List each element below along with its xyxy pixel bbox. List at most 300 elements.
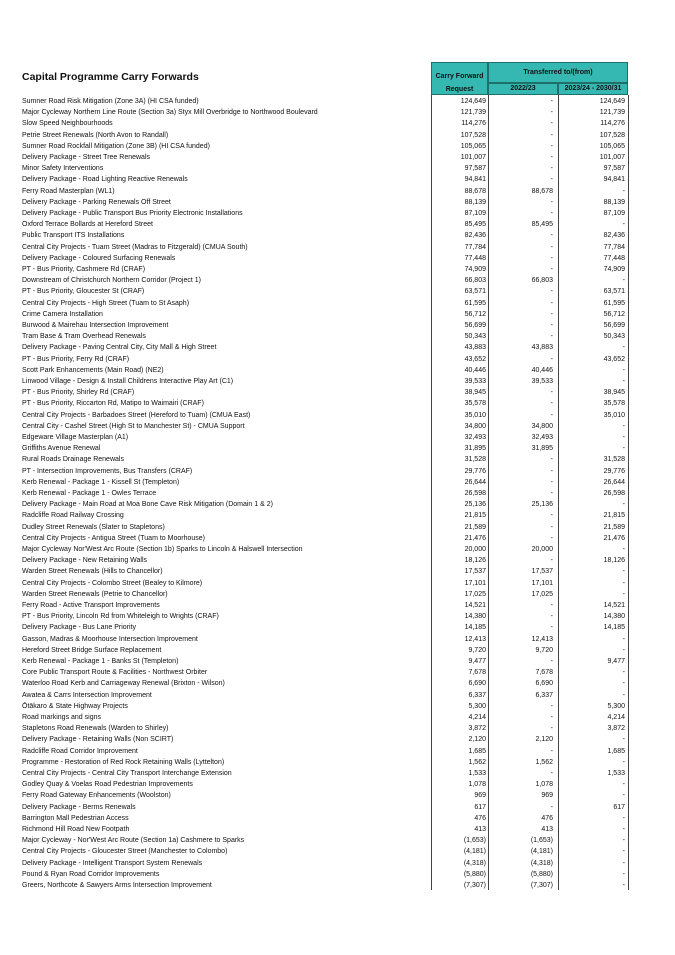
year1-value: - <box>550 770 553 777</box>
year2-value: 43,652 <box>603 355 625 363</box>
carry-forward-value: 74,909 <box>464 266 486 273</box>
year2-value: 77,784 <box>603 243 625 251</box>
year2-value: 124,649 <box>599 98 625 105</box>
year2-value: - <box>622 579 625 587</box>
carry-forward-value: 97,587 <box>464 165 486 173</box>
year2-value: 38,945 <box>603 389 625 397</box>
project-name: Delivery Package - Public Transport Bus Priority Electronic Installations <box>22 210 243 217</box>
year1-header: 2022/23 <box>488 83 558 95</box>
carry-forward-value: 121,739 <box>460 109 486 117</box>
project-name: Waterloo Road Kerb and Carriageway Renewal (Brixton - Wilson) <box>22 680 225 688</box>
year2-value: 9,477 <box>607 658 625 665</box>
year1-value: 31,895 <box>531 445 553 453</box>
table-row <box>0 779 675 790</box>
carry-forward-value: 476 <box>474 814 486 822</box>
carry-forward-value: 31,895 <box>464 445 486 453</box>
carry-forward-value: 32,493 <box>464 434 486 441</box>
carry-forward-value: 87,109 <box>464 210 486 217</box>
table-row <box>0 835 675 846</box>
table-row <box>0 768 675 779</box>
year1-value: - <box>550 478 553 486</box>
table-row <box>0 701 675 712</box>
year1-value: 85,495 <box>531 221 553 229</box>
project-name: Slow Speed Neighbourhoods <box>22 120 113 128</box>
year2-value: 21,589 <box>603 523 625 531</box>
year1-value: - <box>550 266 553 273</box>
year1-value: - <box>550 322 553 329</box>
year2-value: 61,595 <box>603 299 625 307</box>
table-row <box>0 365 675 376</box>
year1-value: 9,720 <box>535 646 553 654</box>
project-name: Dudley Street Renewals (Slater to Stapletons) <box>22 523 165 531</box>
carry-forward-value: 66,803 <box>464 277 486 285</box>
project-name: Central City Projects - Tuam Street (Madras to Fitzgerald) (CMUA South) <box>22 243 248 251</box>
table-row <box>0 331 675 342</box>
carry-forward-value: 6,690 <box>468 680 486 688</box>
project-name: Tram Base & Tram Overhead Renewals <box>22 333 146 341</box>
carry-forward-value: (4,181) <box>463 848 486 856</box>
year1-value: 6,690 <box>535 680 553 688</box>
project-name: Central City Projects - Colombo Street (Bealey to Kilmore) <box>22 579 203 587</box>
year1-value: - <box>550 658 553 665</box>
project-name: Ferry Road - Active Transport Improvements <box>22 602 160 609</box>
year2-value: 121,739 <box>599 109 625 117</box>
carry-forward-value: 20,000 <box>464 546 486 553</box>
carry-forward-value: 26,644 <box>464 478 486 486</box>
year2-value: - <box>622 826 625 833</box>
year1-value: - <box>550 411 553 419</box>
project-name: Pound & Ryan Road Corridor Improvements <box>22 870 160 878</box>
project-name: Awatea & Carrs Intersection Improvement <box>22 691 152 699</box>
project-name: Radcliffe Road Corridor Improvement <box>22 747 138 755</box>
year1-value: 1,562 <box>535 758 553 766</box>
project-name: Road markings and signs <box>22 714 101 721</box>
table-row <box>0 376 675 387</box>
year1-value: - <box>550 613 553 621</box>
carry-forward-value: 34,800 <box>464 422 486 430</box>
project-name: Greers, Northcote & Sawyers Arms Intersection Improvement <box>22 882 212 889</box>
project-name: Gasson, Madras & Moorhouse Intersection Improvement <box>22 635 198 643</box>
year1-value: 39,533 <box>531 378 553 385</box>
project-name: Kerb Renewal - Package 1 - Kissell St (Templeton) <box>22 478 180 486</box>
table-row <box>0 488 675 499</box>
project-name: Crime Camera Installation <box>22 310 103 318</box>
project-name: Delivery Package - Paving Central City, City Mall & High Street <box>22 344 217 352</box>
year1-value: (1,653) <box>530 837 553 845</box>
table-row <box>0 656 675 667</box>
carry-forward-value: 17,101 <box>464 579 486 587</box>
table-row <box>0 275 675 286</box>
table-row <box>0 645 675 656</box>
project-name: Kerb Renewal - Package 1 - Banks St (Templeton) <box>22 658 179 665</box>
year1-value: - <box>550 602 553 609</box>
carry-forward-value: (7,307) <box>463 882 486 889</box>
year2-value: 101,007 <box>599 154 625 161</box>
table-row <box>0 421 675 432</box>
year2-value: - <box>622 221 625 229</box>
table-row <box>0 533 675 544</box>
carry-forward-value: 1,562 <box>468 758 486 766</box>
table-row <box>0 286 675 297</box>
year2-value: 1,685 <box>607 747 625 755</box>
carry-forward-value: 107,528 <box>460 131 486 139</box>
carry-forward-value: 94,841 <box>464 176 486 184</box>
year2-value: - <box>622 546 625 553</box>
table-row <box>0 589 675 600</box>
table-row <box>0 118 675 129</box>
project-name: Central City Projects - Barbadoes Street (Hereford to Tuam) (CMUA East) <box>22 411 251 419</box>
year2-value: 97,587 <box>603 165 625 173</box>
table-row <box>0 398 675 409</box>
carry-forward-value: (1,653) <box>463 837 486 845</box>
year2-value: 87,109 <box>603 210 625 217</box>
year2-value: - <box>622 646 625 654</box>
project-name: Delivery Package - Coloured Surfacing Renewals <box>22 254 176 262</box>
carry-forward-value: 9,477 <box>468 658 486 665</box>
carry-forward-value: 1,533 <box>468 770 486 777</box>
project-name: PT - Bus Priority, Cashmere Rd (CRAF) <box>22 266 146 273</box>
carry-forward-value: 25,136 <box>464 501 486 509</box>
table-row <box>0 432 675 443</box>
carry-forward-value: 413 <box>474 826 486 833</box>
table-row <box>0 230 675 241</box>
project-name: Linwood Village - Design & Install Childrens Interactive Play Art (C1) <box>22 378 234 385</box>
project-name: Sumner Road Risk Mitigation (Zone 3A) (HI CSA funded) <box>22 98 199 105</box>
carry-forward-value: 50,343 <box>464 333 486 341</box>
year1-value: 17,537 <box>531 568 553 576</box>
table-row <box>0 477 675 488</box>
year2-value: 77,448 <box>603 254 625 262</box>
project-name: Rural Roads Drainage Renewals <box>22 456 124 464</box>
carry-forward-value: 43,652 <box>464 355 486 363</box>
carry-forward-value: 114,276 <box>461 120 486 128</box>
carry-forward-value: 101,007 <box>460 154 486 161</box>
project-name: Major Cycleway Nor'West Arc Route (Section 1b) Sparks to Lincoln & Halswell Intersection <box>22 546 303 553</box>
table-row <box>0 522 675 533</box>
table-row <box>0 813 675 824</box>
year2-value: - <box>622 277 625 285</box>
page-title: Capital Programme Carry Forwards <box>22 71 199 83</box>
table-row <box>0 253 675 264</box>
project-name: Ferry Road Masterplan (WL1) <box>22 187 115 195</box>
project-name: Delivery Package - New Retaining Walls <box>22 557 148 565</box>
year2-value: 74,909 <box>603 266 625 273</box>
year2-value: - <box>622 669 625 677</box>
table-row <box>0 152 675 163</box>
year2-value: - <box>622 568 625 576</box>
year2-header: 2023/24 - 2030/31 <box>558 83 628 95</box>
year1-value: - <box>550 198 553 206</box>
table-row <box>0 578 675 589</box>
carry-forward-value: 6,337 <box>468 691 486 699</box>
year2-value: 1,533 <box>607 770 625 777</box>
table-row <box>0 499 675 510</box>
year2-value: - <box>622 366 625 374</box>
carry-forward-value: 61,595 <box>464 299 486 307</box>
project-name: Programme - Restoration of Red Rock Retaining Walls (Lyttelton) <box>22 758 225 766</box>
project-name: Delivery Package - Retaining Walls (Non SCIRT) <box>22 736 174 744</box>
project-name: Burwood & Mairehau Intersection Improvement <box>22 322 169 329</box>
carry-forward-value: 40,446 <box>464 366 486 374</box>
year2-value: - <box>622 781 625 789</box>
table-row <box>0 566 675 577</box>
table-row <box>0 174 675 185</box>
table-row <box>0 746 675 757</box>
carry-forward-value: 85,495 <box>464 221 486 229</box>
transferred-header: Transferred to/(from) <box>488 62 628 83</box>
carry-forward-value: 1,078 <box>468 781 486 789</box>
carry-forward-value: 56,712 <box>464 310 486 318</box>
carry-forward-value: 4,214 <box>468 714 486 721</box>
year1-value: - <box>550 98 553 105</box>
year2-value: - <box>622 378 625 385</box>
year1-value: 32,493 <box>531 434 553 441</box>
year2-value: - <box>622 590 625 598</box>
year1-value: - <box>550 299 553 307</box>
year1-value: - <box>550 534 553 542</box>
project-name: Richmond Hill Road New Footpath <box>22 826 130 833</box>
table-row <box>0 96 675 107</box>
project-name: Delivery Package - Parking Renewals Off Street <box>22 198 171 206</box>
year1-value: 476 <box>541 814 553 822</box>
table-row <box>0 219 675 230</box>
year2-value: - <box>622 882 625 889</box>
year1-value: - <box>550 131 553 139</box>
year1-value: - <box>550 512 553 520</box>
year2-value: 105,065 <box>599 142 625 150</box>
carry-forward-value: 124,649 <box>460 98 486 105</box>
table-row <box>0 264 675 275</box>
year1-value: 413 <box>541 826 553 833</box>
year1-value: 12,413 <box>531 635 553 643</box>
year1-value: - <box>550 557 553 565</box>
table-row <box>0 208 675 219</box>
table-row <box>0 667 675 678</box>
year2-value: 3,872 <box>607 725 625 733</box>
project-name: PT - Bus Priority, Riccarton Rd, Matipo to Waimairi (CRAF) <box>22 400 204 408</box>
carry-forward-value: 39,533 <box>464 378 486 385</box>
carry-forward-label: Carry Forward <box>435 73 484 80</box>
table-row <box>0 387 675 398</box>
project-name: Minor Safety Interventions <box>22 165 104 173</box>
year2-value: 5,300 <box>607 702 625 710</box>
table-row <box>0 846 675 857</box>
carry-forward-value: 56,699 <box>464 322 486 329</box>
table-row <box>0 723 675 734</box>
year1-value: 88,678 <box>531 187 553 195</box>
year2-value: - <box>622 792 625 800</box>
year2-value: - <box>622 635 625 643</box>
year1-value: - <box>550 310 553 318</box>
year1-value: 34,800 <box>531 422 553 430</box>
year1-value: - <box>550 725 553 733</box>
table-row <box>0 320 675 331</box>
year2-value: - <box>622 736 625 744</box>
year1-value: (5,880) <box>530 870 553 878</box>
year1-value: - <box>550 803 553 811</box>
year1-value: 1,078 <box>535 781 553 789</box>
year2-value: - <box>622 434 625 441</box>
year2-value: 63,571 <box>603 288 625 296</box>
project-name: PT - Bus Priority, Shirley Rd (CRAF) <box>22 389 135 397</box>
project-name: Major Cycleway - Nor'West Arc Route (Section 1a) Cashmere to Sparks <box>22 837 245 845</box>
project-name: Ferry Road Gateway Enhancements (Woolston) <box>22 792 171 800</box>
year1-value: 25,136 <box>531 501 553 509</box>
carry-forward-header <box>431 62 488 95</box>
year1-value: - <box>550 400 553 408</box>
table-row <box>0 678 675 689</box>
table-row <box>0 712 675 723</box>
table-row <box>0 802 675 813</box>
table-row <box>0 443 675 454</box>
table-row <box>0 824 675 835</box>
year1-value: - <box>550 702 553 710</box>
table-row <box>0 309 675 320</box>
project-name: Godley Quay & Voelas Road Pedestrian Improvements <box>22 781 193 789</box>
project-name: Radcliffe Road Railway Crossing <box>22 512 124 520</box>
year2-value: 35,010 <box>603 411 625 419</box>
year1-value: - <box>550 109 553 117</box>
carry-forward-value: 88,678 <box>464 187 486 195</box>
project-name: Warden Street Renewals (Petrie to Chancellor) <box>22 590 168 598</box>
year2-value: 114,276 <box>600 120 625 128</box>
table-row <box>0 242 675 253</box>
table-row <box>0 510 675 521</box>
year2-value: 14,380 <box>603 613 625 621</box>
year1-value: - <box>550 747 553 755</box>
table-row <box>0 880 675 891</box>
project-name: Petrie Street Renewals (North Avon to Randall) <box>22 131 169 139</box>
table-row <box>0 555 675 566</box>
carry-forward-value: 969 <box>474 792 486 800</box>
project-name: Central City Projects - Antigua Street (Tuam to Moorhouse) <box>22 534 205 542</box>
year1-value: - <box>550 714 553 721</box>
year1-value: (4,181) <box>530 848 553 856</box>
carry-forward-value: 14,185 <box>464 624 486 632</box>
project-name: Oxford Terrace Bollards at Hereford Street <box>22 221 153 229</box>
carry-forward-value: 617 <box>474 803 486 811</box>
table-row <box>0 622 675 633</box>
project-name: Kerb Renewal - Package 1 - Owles Terrace <box>22 490 157 497</box>
table-row <box>0 342 675 353</box>
request-label: Request <box>445 86 474 93</box>
year2-value: - <box>622 870 625 878</box>
carry-forward-value: 17,537 <box>464 568 486 576</box>
year1-value: - <box>550 523 553 531</box>
carry-forward-value: 77,448 <box>464 254 486 262</box>
carry-forward-value: 14,380 <box>464 613 486 621</box>
year2-value: 21,815 <box>603 512 625 520</box>
table-row <box>0 858 675 869</box>
project-name: Central City Projects - Central City Transport Interchange Extension <box>22 770 232 777</box>
year1-value: - <box>550 120 553 128</box>
carry-forward-value: 82,436 <box>464 232 486 240</box>
year2-value: - <box>622 501 625 509</box>
project-name: Barrington Mall Pedestrian Access <box>22 814 129 822</box>
year2-value: - <box>622 187 625 195</box>
table-row <box>0 690 675 701</box>
carry-forward-value: (5,880) <box>463 870 486 878</box>
year2-value: 107,528 <box>599 131 625 139</box>
table-row <box>0 410 675 421</box>
year1-value: - <box>550 232 553 240</box>
year2-value: 14,185 <box>603 624 625 632</box>
carry-forward-value: 38,945 <box>464 389 486 397</box>
year1-value: - <box>550 176 553 184</box>
year1-value: 43,883 <box>531 344 553 352</box>
year2-value: - <box>622 344 625 352</box>
year2-value: - <box>622 814 625 822</box>
year1-value: - <box>550 288 553 296</box>
year2-value: 4,214 <box>607 714 625 721</box>
year1-value: - <box>550 456 553 464</box>
table-row <box>0 790 675 801</box>
carry-forward-value: 26,598 <box>464 490 486 497</box>
table-row <box>0 163 675 174</box>
year2-value: 617 <box>613 803 625 811</box>
carry-forward-value: 2,120 <box>468 736 486 744</box>
year2-value: 29,776 <box>603 467 625 475</box>
carry-forward-value: 88,139 <box>464 198 486 206</box>
year2-value: 56,712 <box>603 310 625 318</box>
project-name: Downstream of Christchurch Northern Corridor (Project 1) <box>22 277 201 285</box>
carry-forward-value: 1,685 <box>468 747 486 755</box>
year1-value: - <box>550 355 553 363</box>
carry-forward-value: 35,010 <box>464 411 486 419</box>
project-name: Sumner Road Rockfall Mitigation (Zone 3B) (HI CSA funded) <box>22 142 210 150</box>
carry-forward-value: 14,521 <box>464 602 486 609</box>
carry-forward-value: 9,720 <box>468 646 486 654</box>
year1-value: - <box>550 243 553 251</box>
year1-value: 969 <box>541 792 553 800</box>
project-name: Delivery Package - Berms Renewals <box>22 803 136 811</box>
year1-value: - <box>550 254 553 262</box>
table-row <box>0 354 675 365</box>
year1-value: 20,000 <box>531 546 553 553</box>
table-row <box>0 298 675 309</box>
year1-value: 2,120 <box>535 736 553 744</box>
year2-value: - <box>622 758 625 766</box>
project-name: Delivery Package - Bus Lane Priority <box>22 624 136 632</box>
table-row <box>0 600 675 611</box>
project-name: Major Cycleway Northern Line Route (Section 3a) Styx Mill Overbridge to Northwood Boulevard <box>22 109 318 117</box>
project-name: PT - Bus Priority, Gloucester St (CRAF) <box>22 288 145 296</box>
table-row <box>0 734 675 745</box>
year2-value: - <box>622 422 625 430</box>
year2-value: 31,528 <box>603 456 625 464</box>
year2-value: 88,139 <box>603 198 625 206</box>
project-name: Central City Projects - High Street (Tuam to St Asaph) <box>22 299 190 307</box>
carry-forward-value: 43,883 <box>464 344 486 352</box>
year1-value: - <box>550 154 553 161</box>
year1-value: - <box>550 490 553 497</box>
project-name: Central City - Cashel Street (High St to Manchester St) - CMUA Support <box>22 422 245 430</box>
table-row <box>0 611 675 622</box>
year2-value: 82,436 <box>603 232 625 240</box>
table-row <box>0 454 675 465</box>
year1-value: 17,101 <box>531 579 553 587</box>
year2-value: - <box>622 848 625 856</box>
carry-forward-value: 18,126 <box>464 557 486 565</box>
year2-value: - <box>622 691 625 699</box>
carry-forward-value: 7,678 <box>468 669 486 677</box>
project-name: PT - Bus Priority, Lincoln Rd from Whiteleigh to Wrights (CRAF) <box>22 613 219 621</box>
carry-forward-value: 5,300 <box>468 702 486 710</box>
table-row <box>0 869 675 880</box>
project-name: Stapletons Road Renewals (Warden to Shirley) <box>22 725 169 733</box>
carry-forward-value: 21,815 <box>464 512 486 520</box>
carry-forward-value: 29,776 <box>464 467 486 475</box>
